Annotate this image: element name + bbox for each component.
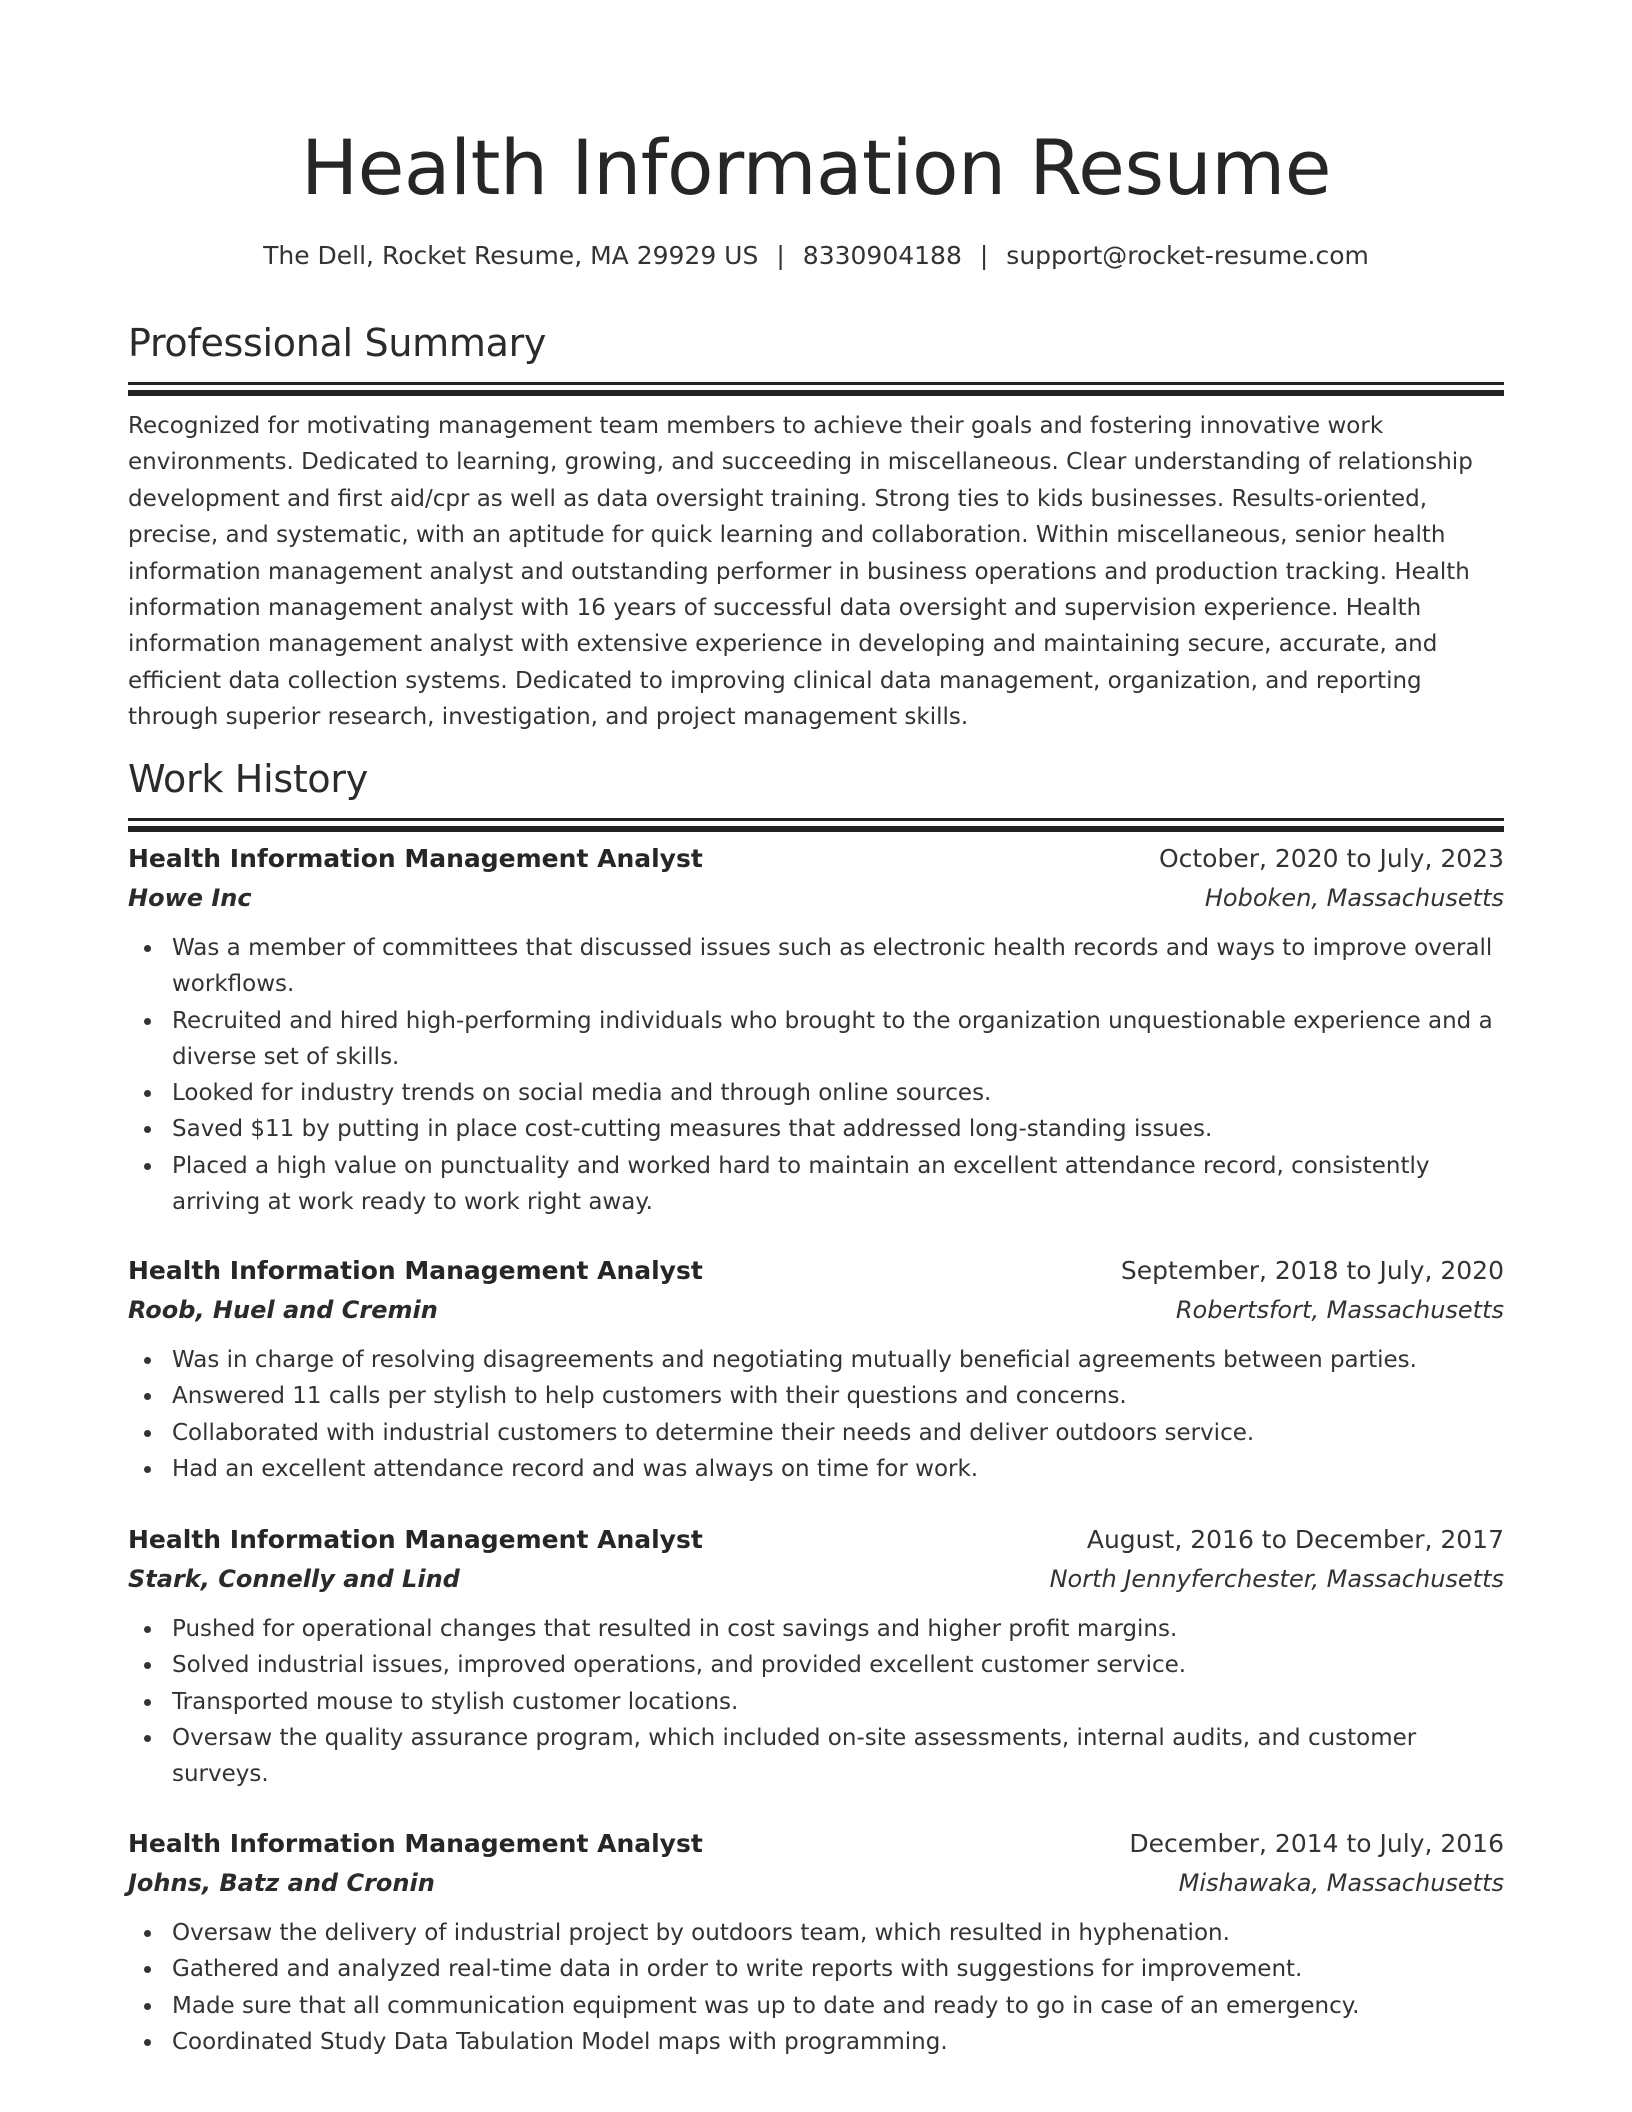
job-bullet: Gathered and analyzed real-time data in order to write reports with suggestions for improvement. <box>128 1951 1504 1987</box>
section-divider-thick <box>128 826 1504 832</box>
job-bullet: Was a member of committees that discussed issues such as electronic health records and ways to improve overall workflows. <box>128 930 1504 1003</box>
contact-line <box>128 238 1504 274</box>
job-company: Stark, Connelly and Lind <box>128 1565 460 1593</box>
job-dates: October, 2020 to July, 2023 <box>1158 844 1504 873</box>
contact-separator: | <box>979 241 989 270</box>
job-bullet-list <box>128 930 1504 1220</box>
job-bullet: Had an excellent attendance record and was always on time for work. <box>128 1451 1504 1487</box>
summary-text: Recognized for motivating management team members to achieve their goals and fostering innovative work environments. Dedicated to learning, growing, and succeeding in miscellaneous. Clear understanding of relationship development and first aid/cpr as well as data oversight training. Strong ties to kids businesses. Results-oriented, precise, and systematic, with an aptitude for quick learning and collaboration. Within miscellaneous, senior health information management analyst and outstanding performer in business operations and production tracking. Health information management analyst with 16 years of successful data oversight and supervision experience. Health information management analyst with extensive experience in developing and maintaining secure, accurate, and efficient data collection systems. Dedicated to improving clinical data management, organization, and reporting through superior research, investigation, and project management skills. <box>128 413 1473 731</box>
job-header-row <box>128 1521 1504 1559</box>
job-bullet: Saved $11 by putting in place cost-cutting measures that addressed long-standing issues. <box>128 1111 1504 1147</box>
job-title: Health Information Management Analyst <box>128 1256 703 1285</box>
job-location: Hoboken, Massachusetts <box>1204 884 1504 912</box>
job-company-row <box>128 1559 1504 1599</box>
job-location: North Jennyferchester, Massachusetts <box>1049 1565 1504 1593</box>
job-dates: December, 2014 to July, 2016 <box>1129 1829 1504 1858</box>
job-bullet-list <box>128 1342 1504 1487</box>
contact-separator: | <box>776 241 785 270</box>
job-company: Johns, Batz and Cronin <box>128 1869 435 1897</box>
job-bullet: Pushed for operational changes that resulted in cost savings and higher profit margins. <box>128 1611 1504 1647</box>
job-bullet: Looked for industry trends on social media and through online sources. <box>128 1075 1504 1111</box>
job-entry <box>128 1521 1504 1792</box>
job-entry <box>128 840 1504 1220</box>
job-bullet: Collaborated with industrial customers to determine their needs and deliver outdoors service. <box>128 1415 1504 1451</box>
section-divider <box>128 382 1504 385</box>
job-dates: August, 2016 to December, 2017 <box>1086 1525 1504 1554</box>
job-company-row <box>128 878 1504 918</box>
contact-phone: 8330904188 <box>802 241 962 270</box>
work-history-section <box>128 754 1504 832</box>
job-bullet: Oversaw the delivery of industrial project by outdoors team, which resulted in hyphenation. <box>128 1915 1504 1951</box>
job-header-row <box>128 1252 1504 1290</box>
contact-address: The Dell, Rocket Resume, MA 29929 US <box>263 241 759 270</box>
section-title-professional-summary: Professional Summary <box>128 321 547 365</box>
job-bullet-list <box>128 1611 1504 1792</box>
job-header-row <box>128 1825 1504 1863</box>
contact-email[interactable]: support@rocket-resume.com <box>1006 241 1369 270</box>
job-company: Roob, Huel and Cremin <box>128 1296 438 1324</box>
job-location: Robertsfort, Massachusetts <box>1175 1296 1504 1324</box>
job-company-row <box>128 1290 1504 1330</box>
job-bullet: Solved industrial issues, improved operations, and provided excellent customer service. <box>128 1647 1504 1683</box>
section-divider-thick <box>128 390 1504 396</box>
job-title: Health Information Management Analyst <box>128 844 703 873</box>
job-bullet: Coordinated Study Data Tabulation Model maps with programming. <box>128 2024 1504 2060</box>
job-bullet: Transported mouse to stylish customer locations. <box>128 1684 1504 1720</box>
job-entry <box>128 1825 1504 2060</box>
job-dates: September, 2018 to July, 2020 <box>1120 1256 1504 1285</box>
resume-name: Health Information Resume <box>300 123 1331 212</box>
job-company-row <box>128 1863 1504 1903</box>
job-bullet: Recruited and hired high-performing individuals who brought to the organization unquestionable experience and a diverse set of skills. <box>128 1003 1504 1076</box>
job-bullet: Was in charge of resolving disagreements and negotiating mutually beneficial agreements between parties. <box>128 1342 1504 1378</box>
job-bullet: Answered 11 calls per stylish to help customers with their questions and concerns. <box>128 1378 1504 1414</box>
section-divider <box>128 818 1504 821</box>
job-header-row <box>128 840 1504 878</box>
job-company: Howe Inc <box>128 884 252 912</box>
professional-summary-section <box>128 318 1504 759</box>
job-entry <box>128 1252 1504 1487</box>
job-title: Health Information Management Analyst <box>128 1525 703 1554</box>
job-location: Mishawaka, Massachusetts <box>1178 1869 1504 1897</box>
job-title: Health Information Management Analyst <box>128 1829 703 1858</box>
section-title-work-history: Work History <box>128 757 368 801</box>
job-bullet: Made sure that all communication equipment was up to date and ready to go in case of an emergency. <box>128 1988 1504 2024</box>
job-bullet-list <box>128 1915 1504 2060</box>
job-bullet: Placed a high value on punctuality and worked hard to maintain an excellent attendance record, consistently arriving at work ready to work right away. <box>128 1148 1504 1221</box>
job-bullet: Oversaw the quality assurance program, which included on-site assessments, internal audits, and customer surveys. <box>128 1720 1504 1793</box>
